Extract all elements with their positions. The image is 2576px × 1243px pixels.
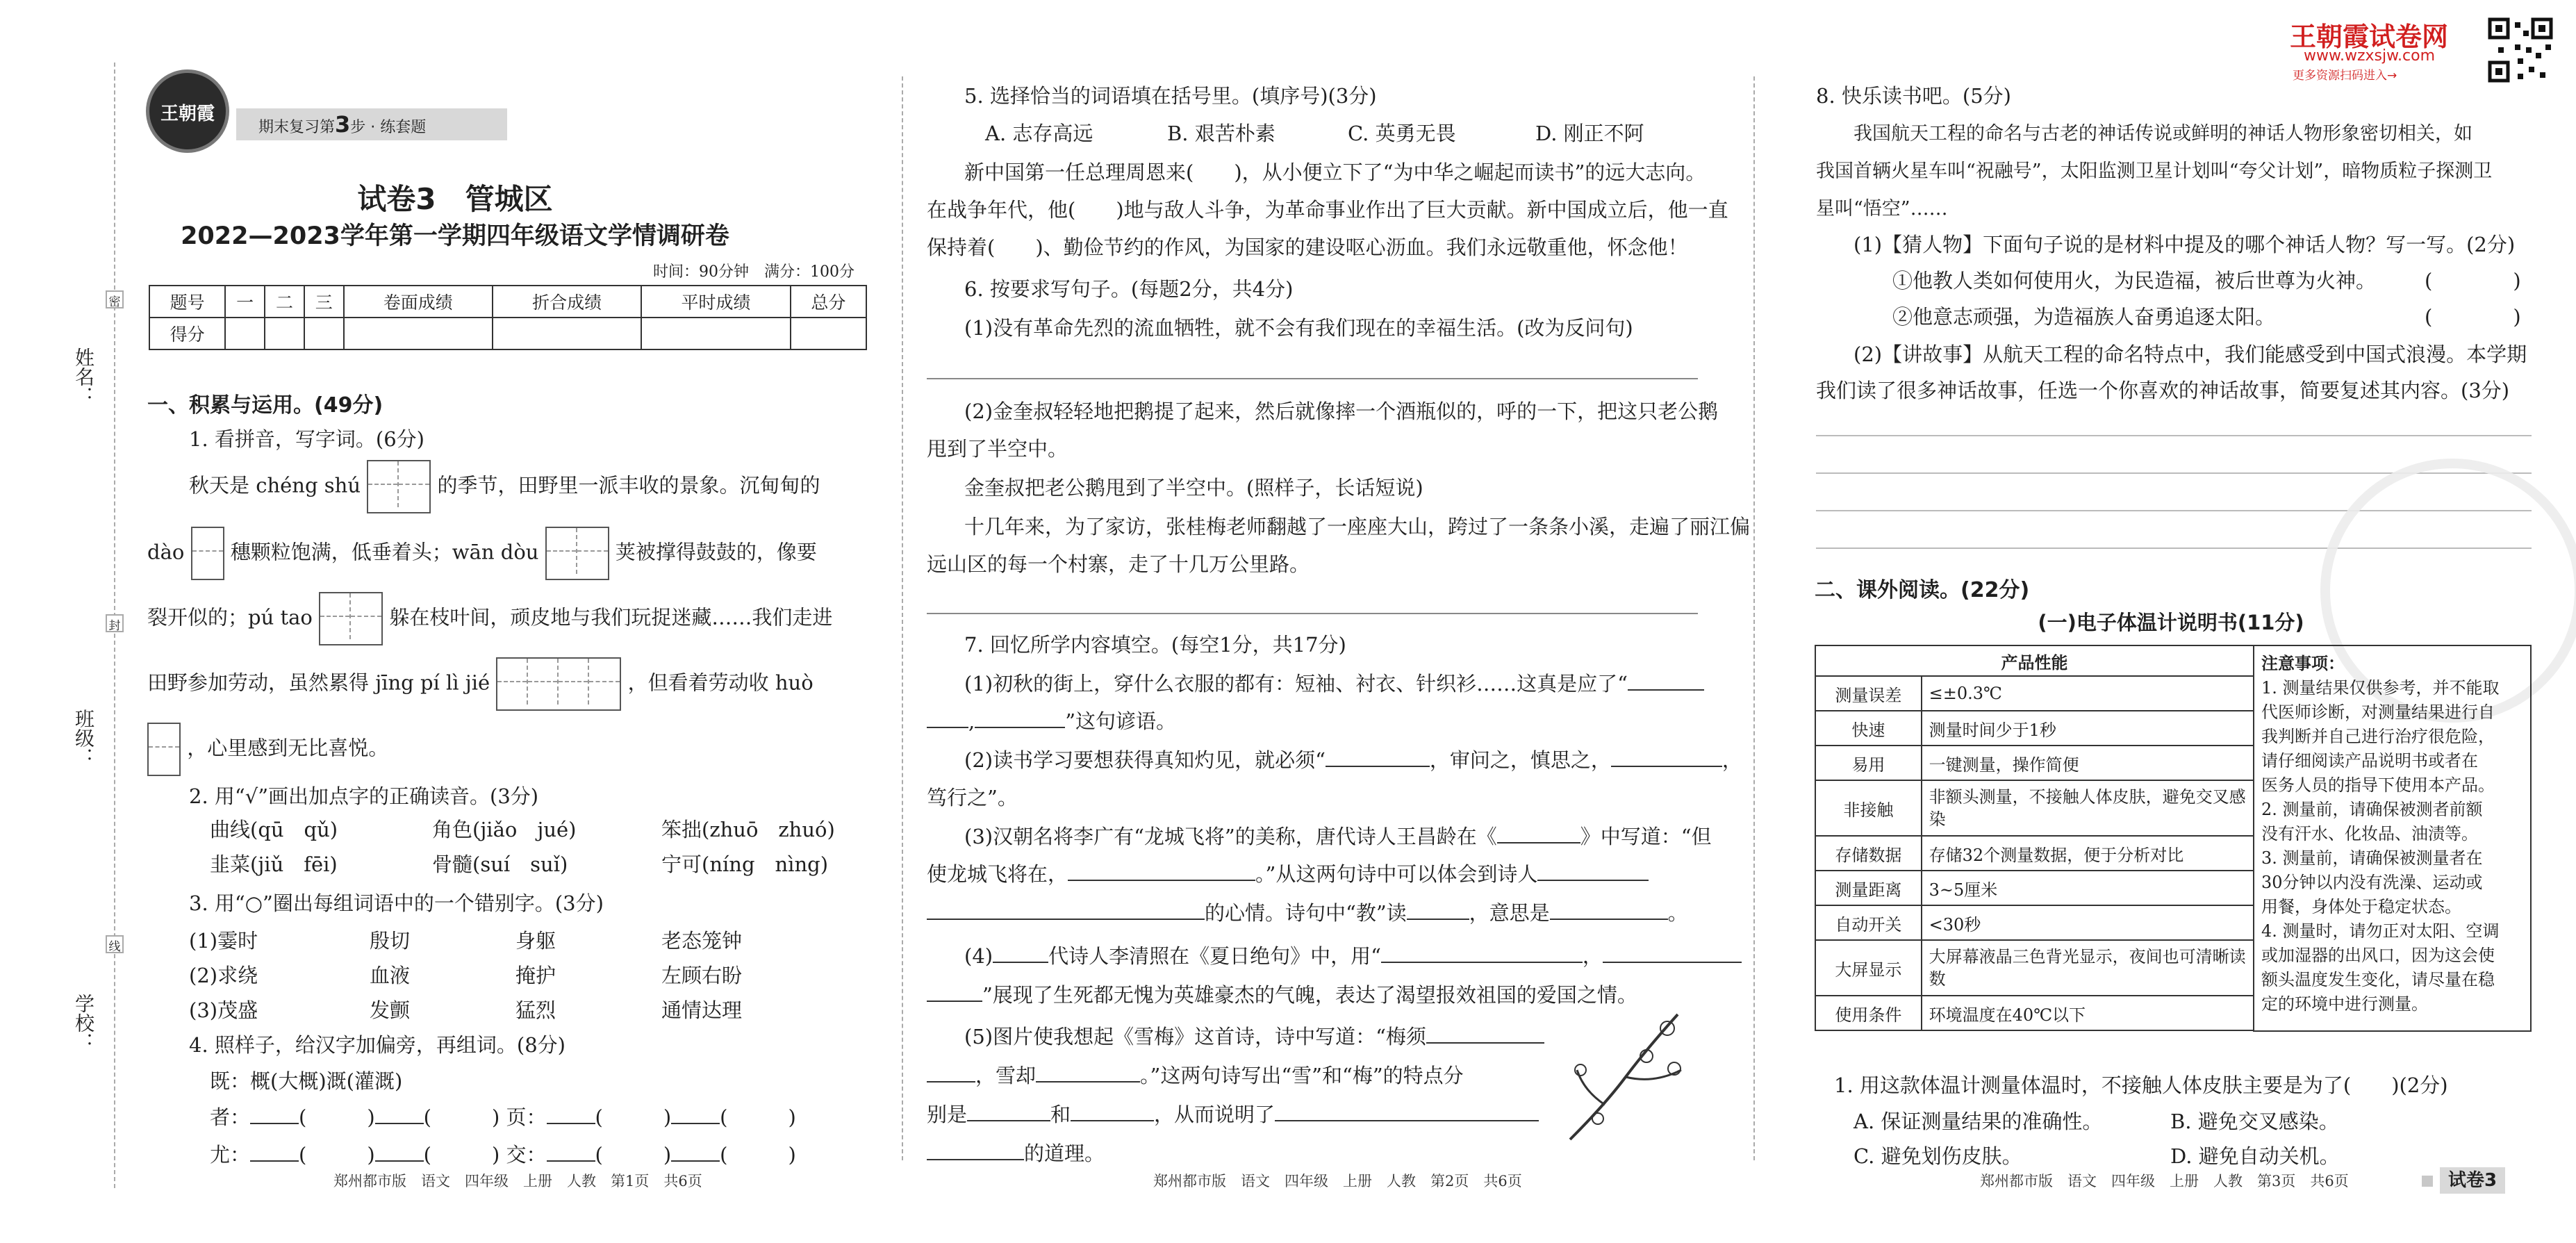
score-header-row: [149, 286, 866, 318]
q4-row: 尤： ( ) ( ) 交： ( ) ( ): [210, 1143, 796, 1167]
seal-mark: 封: [106, 614, 124, 632]
answer-blank[interactable]: [1407, 902, 1469, 920]
school-label: 学校：: [72, 994, 95, 1052]
q7-line: [927, 1138, 1105, 1167]
page-footer: 郑州都市版 语文 四年级 上册 人教 第1页 共6页: [333, 1173, 702, 1190]
q1-title: 1. 看拼音，写字词。(6分): [189, 427, 424, 451]
char-grid[interactable]: [191, 527, 224, 580]
q5-option: C. 英勇无畏: [1348, 122, 1456, 145]
section2-title: 二、课外阅读。(22分): [1815, 578, 2030, 602]
score-header-cell: 题号: [149, 286, 225, 318]
q7-text: 代诗人李清照在《夏日绝句》中，用“: [1048, 944, 1381, 968]
score-row-label: 得分: [149, 318, 225, 349]
score-row: [149, 318, 866, 349]
q6-example: 金奎叔把老公鹅甩到了半空中。(照样子，长话短说): [964, 476, 1423, 500]
spec-value: <30秒: [1922, 905, 2254, 940]
time-info: 时间：90分钟 满分：100分: [653, 263, 854, 281]
answer-paren[interactable]: ( ): [2425, 269, 2521, 293]
q6-item: 甩到了半空中。: [927, 437, 1068, 461]
note-line: 用餐，身体处于稳定状态。: [2261, 897, 2462, 916]
q7-text: (1)初秋的街上，穿什么衣服的都有：短袖、衬衣、针织衫……这真是应了“: [964, 672, 1628, 695]
step-label-post: 步 · 练套题: [350, 119, 427, 136]
q7-text: 使龙城飞将在，: [927, 862, 1068, 886]
score-cell[interactable]: [791, 318, 866, 349]
seal-mark: 线: [106, 935, 124, 953]
q7-text: 。”这两句诗写出“雪”和“梅”的特点分: [1140, 1064, 1464, 1087]
score-header-cell: 平时成绩: [641, 286, 790, 318]
note-line: 请仔细阅读产品说明书或者在: [2261, 751, 2479, 771]
note-line: 3. 测量前，请确保被测量者在: [2261, 848, 2483, 868]
q2-item[interactable]: 骨髓(suí suǐ): [432, 853, 568, 876]
q8-title: 8. 快乐读书吧。(5分): [1816, 84, 2011, 108]
q7-text: 》中写道：“但: [1580, 825, 1712, 848]
q6-item: 十几年来，为了家访，张桂梅老师翻越了一座座大山，跨过了一条条小溪，走遍了丽江偏: [964, 515, 1751, 538]
q3-word[interactable]: (2)求绕: [189, 964, 258, 987]
answer-blank[interactable]: [375, 1106, 424, 1124]
q8-sub: (1)【猜人物】下面句子说的是材料中提及的哪个神话人物？写一写。(2分): [1853, 233, 2516, 256]
answer-blank[interactable]: [1611, 749, 1722, 767]
q7-text: (3)汉朝名将李广有“龙城飞将”的美称，唐代诗人王昌龄在《: [964, 825, 1497, 848]
q7-line: [964, 821, 1712, 850]
section1-title: 一、积累与运用。(49分): [147, 393, 383, 418]
q8-paragraph: 星叫“悟空”……: [1816, 198, 1948, 220]
q7-line: (2)读书学习要想获得真知灼见，就必须“ ，审问之，慎思之， ，: [964, 748, 1742, 772]
q1-text: 田野参加劳动，虽然累得 jīng pí lì jié: [147, 670, 490, 695]
seal-mark: 密: [106, 290, 124, 308]
answer-line[interactable]: [927, 613, 1698, 614]
q5-option: D. 刚正不阿: [1535, 122, 1644, 145]
q1-text: dào: [147, 540, 185, 564]
q7-text: 的道理。: [1024, 1142, 1105, 1165]
q3-word[interactable]: 发颤: [370, 998, 411, 1022]
q8-paragraph: 我国首辆火星车叫“祝融号”，太阳监测卫星计划叫“夸父计划”，暗物质粒子探测卫: [1816, 160, 2493, 182]
answer-blank[interactable]: [1068, 863, 1255, 881]
answer-paren[interactable]: ( ): [2425, 305, 2521, 329]
logo-badge: [146, 69, 229, 153]
spec-key: 非接触: [1815, 780, 1922, 836]
q7-title: 7. 回忆所学内容填空。(每空1分，共17分): [964, 633, 1346, 657]
q2-item[interactable]: 笨拙(zhuō zhuó): [661, 818, 835, 841]
q8-sub: (2)【讲故事】从航天工程的命名特点中，我们能感受到中国式浪漫。本学期: [1853, 343, 2527, 366]
q7-line: [964, 1021, 1544, 1050]
q4-row: 者： ( ) ( ) 页： ( ) ( ): [210, 1105, 796, 1129]
q2-item[interactable]: 宁可(níng nìng): [661, 853, 829, 876]
q7-text: 和: [1050, 1103, 1071, 1126]
answer-blank[interactable]: [1071, 1103, 1154, 1121]
q7-text: ”这句谚语。: [1065, 709, 1177, 733]
spec-value: 环境温度在40℃以下: [1922, 996, 2254, 1030]
score-table: [149, 285, 867, 350]
q1-line5: [147, 723, 388, 776]
q5-title: 5. 选择恰当的词语填在括号里。(填序号)(3分): [964, 84, 1377, 108]
q7-text: (2)读书学习要想获得真知灼见，就必须“: [964, 748, 1326, 772]
notes-cell: [2254, 645, 2531, 1031]
spec-value: 一键测量，操作简便: [1922, 746, 2254, 780]
q2-title: 2. 用“√”画出加点字的正确读音。(3分): [189, 784, 539, 808]
note-line: 或加湿器的出风口，因为这会使: [2261, 946, 2495, 965]
page-tag-mark: [2422, 1176, 2433, 1187]
q2-item[interactable]: 角色(jiǎo jué): [432, 818, 577, 841]
score-cell[interactable]: [304, 318, 344, 349]
score-header-cell: 折合成绩: [493, 286, 641, 318]
plum-snow-illustration: [1556, 1001, 1695, 1153]
score-header-cell: 总分: [791, 286, 866, 318]
note-line: 医务人员的指导下使用本产品。: [2261, 775, 2495, 795]
q7-text: ，雪却: [975, 1064, 1037, 1087]
q7-line: [927, 859, 1649, 887]
note-line: 我判断并自己进行治疗很危险，: [2261, 727, 2495, 746]
q3-word[interactable]: 老态笼钟: [661, 929, 743, 953]
q7-text: ，从而说明了: [1154, 1103, 1275, 1126]
brand-url[interactable]: www.wzxsjw.com: [2304, 47, 2436, 65]
step-label-pre: 期末复习第: [258, 119, 336, 136]
q1-text: 荚被撑得鼓鼓的，像要: [615, 540, 817, 564]
q4-char: 交：: [506, 1143, 547, 1167]
q4-char: 尤：: [210, 1143, 251, 1167]
spec-header: 产品性能: [1815, 645, 2254, 676]
q4-title: 4. 照样子，给汉字加偏旁，再组词。(8分): [189, 1033, 565, 1057]
spec-value: 3~5厘米: [1922, 871, 2254, 905]
brand-slogan: 更多资源扫码进入→: [2293, 69, 2397, 83]
paper-subtitle: 2022—2023学年第一学期四年级语文学情调研卷: [181, 222, 729, 250]
spec-value: 存储32个测量数据，便于分析对比: [1922, 836, 2254, 871]
spec-header-row: [1815, 645, 2531, 676]
q1-text: 躲在枝叶间，顽皮地与我们玩捉迷藏……我们走进: [389, 605, 833, 629]
q6-item: 远山区的每一个村寨，走了十几万公里路。: [927, 552, 1310, 576]
note-line: 定的环境中进行测量。: [2261, 994, 2429, 1014]
r1-option[interactable]: B. 避免交叉感染。: [2170, 1110, 2339, 1133]
answer-blank[interactable]: [1381, 945, 1583, 963]
class-label: 班级：: [72, 709, 95, 767]
r1-option[interactable]: D. 避免自动关机。: [2170, 1144, 2340, 1168]
q1-line1: [189, 460, 820, 513]
q1-text: 的季节，田野里一派丰收的景象。沉甸甸的: [437, 473, 820, 497]
q7-line: [927, 980, 1637, 1008]
q7-line: [927, 1060, 1464, 1089]
answer-blank[interactable]: [671, 1144, 720, 1162]
answer-blank[interactable]: [1036, 1064, 1140, 1083]
note-line: 2. 测量前，请确保被测者前额: [2261, 800, 2483, 819]
answer-blank[interactable]: [250, 1106, 299, 1124]
q8-item: ②他意志顽强，为造福族人奋勇追逐太阳。: [1892, 305, 2276, 329]
spec-table: [1815, 645, 2532, 1031]
q6-item: (1)没有革命先烈的流血牺牲，就不会有我们现在的幸福生活。(改为反问句): [964, 316, 1633, 340]
q7-line: 笃行之”。: [927, 786, 1018, 809]
answer-blank[interactable]: [1537, 863, 1649, 881]
answer-blank[interactable]: [1628, 673, 1704, 691]
q1-line3: [147, 592, 832, 645]
q2-item[interactable]: 曲线(qū qǔ): [210, 818, 338, 841]
q7-text: ”展现了生死都无愧为英雄豪杰的气魄，表达了渴望报效祖国的爱国之情。: [982, 983, 1637, 1007]
q4-example: 既：概(大概)溉(灌溉): [210, 1069, 403, 1093]
r1-option[interactable]: C. 避免划伤皮肤。: [1853, 1144, 2022, 1168]
score-header-cell: 三: [304, 286, 344, 318]
q1-text: ，心里感到无比喜悦。: [187, 736, 389, 760]
answer-blank[interactable]: [927, 1142, 1024, 1160]
char-grid[interactable]: [319, 592, 383, 645]
page-divider: [1753, 76, 1755, 1160]
q4-char: 者：: [210, 1105, 251, 1129]
score-cell[interactable]: [641, 318, 790, 349]
answer-blank[interactable]: [927, 710, 968, 728]
q7-line: (4) 代诗人李清照在《夏日绝句》中，用“ ，: [964, 941, 1742, 969]
spec-key: 测量距离: [1815, 871, 1922, 905]
q7-line: [927, 1099, 1539, 1128]
q7-text: 。”从这两句诗中可以体会到诗人: [1255, 862, 1538, 886]
q3-word[interactable]: 通情达理: [661, 998, 743, 1022]
q8-paragraph: 我国航天工程的命名与古老的神话传说或鲜明的神话人物形象密切相关，如: [1853, 123, 2472, 145]
r1-title: 1. 用这款体温计测量体温时，不接触人体皮肤主要是为了( )(2分): [1834, 1073, 2448, 1097]
answer-line[interactable]: [927, 378, 1698, 379]
step-number: 3: [335, 111, 351, 138]
logo-text: 王朝霞: [160, 104, 215, 124]
answer-blank[interactable]: [1550, 902, 1668, 920]
paper-title: 试卷3 管城区: [357, 182, 553, 216]
q7-line: , ”这句谚语。: [927, 706, 1176, 734]
spec-value: 非额头测量，不接触人体皮肤，避免交叉感染: [1922, 780, 2254, 836]
char-grid[interactable]: [496, 657, 621, 711]
notes-title: 注意事项：: [2261, 654, 2345, 673]
qr-code-icon[interactable]: [2487, 17, 2554, 83]
answer-blank[interactable]: [1497, 825, 1580, 843]
answer-line[interactable]: [1816, 435, 2532, 436]
q3-word[interactable]: 猛烈: [515, 998, 556, 1022]
note-line: 1. 测量结果仅供参考，并不能取: [2261, 678, 2500, 698]
page-divider: [902, 76, 903, 1160]
spec-spacer: [1815, 1030, 2254, 1031]
q3-word[interactable]: 身躯: [515, 929, 556, 953]
q7-text: 别是: [927, 1103, 968, 1126]
q1-line4: [147, 657, 814, 711]
q7-line: 的心情。诗句中“教”读 ，意思是 。: [927, 898, 1688, 926]
score-header-cell: 二: [265, 286, 304, 318]
name-label: 姓名：: [72, 347, 95, 406]
page-footer: 郑州都市版 语文 四年级 上册 人教 第2页 共6页: [1153, 1173, 1522, 1190]
q4-char: 页：: [506, 1105, 547, 1129]
score-header-cell: 卷面成绩: [344, 286, 493, 318]
char-grid[interactable]: [545, 527, 609, 580]
answer-blank[interactable]: [993, 945, 1048, 963]
score-cell[interactable]: [493, 318, 641, 349]
q3-word[interactable]: 掩护: [515, 964, 556, 987]
char-grid[interactable]: [367, 460, 431, 513]
q7-text: (5)图片使我想起《雪梅》这首诗，诗中写道：“梅须: [964, 1025, 1426, 1048]
note-line: 代医师诊断，对测量结果进行自: [2261, 702, 2495, 722]
note-line: 没有汗水、化妆品、油渍等。: [2261, 824, 2479, 843]
q8-item: ①他教人类如何使用火，为民造福，被后世尊为火神。: [1892, 269, 2377, 293]
q3-word[interactable]: 殷切: [370, 929, 411, 953]
spec-key: 大屏显示: [1815, 940, 1922, 996]
answer-blank[interactable]: [1603, 945, 1742, 963]
spec-key: 易用: [1815, 746, 1922, 780]
page-tag: 试卷3: [2440, 1167, 2505, 1194]
q1-text: 穗颗粒饱满，低垂着头；wān dòu: [230, 540, 539, 564]
q3-word[interactable]: (1)霎时: [189, 929, 258, 953]
q7-line: [964, 668, 1704, 697]
answer-blank[interactable]: [547, 1106, 595, 1124]
note-line: 额头温度发生变化，请尽量在稳: [2261, 970, 2495, 989]
spec-value: 大屏幕液晶三色背光显示，夜间也可清晰读数: [1922, 940, 2254, 996]
answer-blank[interactable]: [927, 984, 982, 1002]
q6-title: 6. 按要求写句子。(每题2分，共4分): [964, 277, 1294, 301]
reading-title: (一)电子体温计说明书(11分): [2038, 611, 2304, 634]
q6-item: (2)金奎叔轻轻地把鹅提了起来，然后就像摔一个酒瓶似的，呼的一下，把这只老公鹅: [964, 400, 1719, 423]
q1-text: 秋天是 chéng shú: [189, 473, 361, 497]
q1-text: ，但看着劳动收 huò: [627, 670, 814, 695]
q5-option: A. 志存高远: [985, 122, 1093, 145]
q3-title: 3. 用“○”圈出每组词语中的一个错别字。(3分): [189, 891, 604, 915]
q3-word[interactable]: (3)茂盛: [189, 998, 258, 1022]
answer-blank[interactable]: [1275, 1103, 1539, 1121]
answer-blank[interactable]: [975, 710, 1065, 728]
q5-paragraph: 新中国第一任总理周恩来( )，从小便立下了“为中华之崛起而读书”的远大志向。: [964, 160, 1706, 184]
score-cell[interactable]: [225, 318, 265, 349]
q5-paragraph: 在战争年代，他( )地与敌人斗争，为革命事业作出了巨大贡献。新中国成立后，他一直: [927, 198, 1728, 222]
q5-paragraph: 保持着( )、勤俭节约的作风，为国家的建设呕心沥血。我们永远敬重他，怀念他！: [927, 236, 1688, 259]
note-line: 4. 测量时，请勿正对太阳、空调: [2261, 921, 2500, 941]
q3-word[interactable]: 左顾右盼: [661, 964, 743, 987]
q1-line2: [147, 527, 817, 580]
r1-option[interactable]: A. 保证测量结果的准确性。: [1853, 1110, 2103, 1133]
spec-key: 存储数据: [1815, 836, 1922, 871]
answer-blank[interactable]: [1426, 1026, 1544, 1044]
char-grid[interactable]: [147, 723, 181, 776]
spec-key: 快速: [1815, 711, 1922, 746]
brand-name[interactable]: 王朝霞试卷网: [2290, 22, 2449, 52]
q7-text: ，意思是: [1469, 901, 1550, 925]
spec-key: 使用条件: [1815, 996, 1922, 1030]
answer-blank[interactable]: [927, 902, 1205, 920]
q3-word[interactable]: 血液: [370, 964, 411, 987]
note-line: 30分钟以内没有洗澡、运动或: [2261, 873, 2483, 892]
answer-blank[interactable]: [967, 1103, 1050, 1121]
q2-item[interactable]: 韭菜(jiǔ fēi): [210, 853, 338, 876]
spec-key: 自动开关: [1815, 905, 1922, 940]
q1-text: 裂开似的；pú tao: [147, 605, 313, 629]
score-cell[interactable]: [265, 318, 304, 349]
answer-blank[interactable]: [547, 1144, 595, 1162]
step-banner: [236, 108, 507, 140]
q7-text: 的心情。诗句中“教”读: [1205, 901, 1407, 925]
q7-text: ，审问之，慎思之，: [1429, 748, 1611, 772]
answer-blank[interactable]: [1326, 749, 1430, 767]
answer-blank[interactable]: [375, 1144, 424, 1162]
spec-key: 测量误差: [1815, 676, 1922, 711]
answer-blank[interactable]: [927, 1064, 975, 1083]
answer-blank[interactable]: [671, 1106, 720, 1124]
page-footer: 郑州都市版 语文 四年级 上册 人教 第3页 共6页: [1980, 1173, 2349, 1190]
answer-blank[interactable]: [250, 1144, 299, 1162]
spec-value: ≤±0.3℃: [1922, 676, 2254, 711]
spec-value: 测量时间少于1秒: [1922, 711, 2254, 746]
score-header-cell: 一: [225, 286, 265, 318]
score-cell[interactable]: [344, 318, 493, 349]
q7-text: (4): [964, 944, 993, 968]
q8-sub: 我们读了很多神话故事，任选一个你喜欢的神话故事，简要复述其内容。(3分): [1816, 379, 2510, 402]
q5-option: B. 艰苦朴素: [1167, 122, 1275, 145]
